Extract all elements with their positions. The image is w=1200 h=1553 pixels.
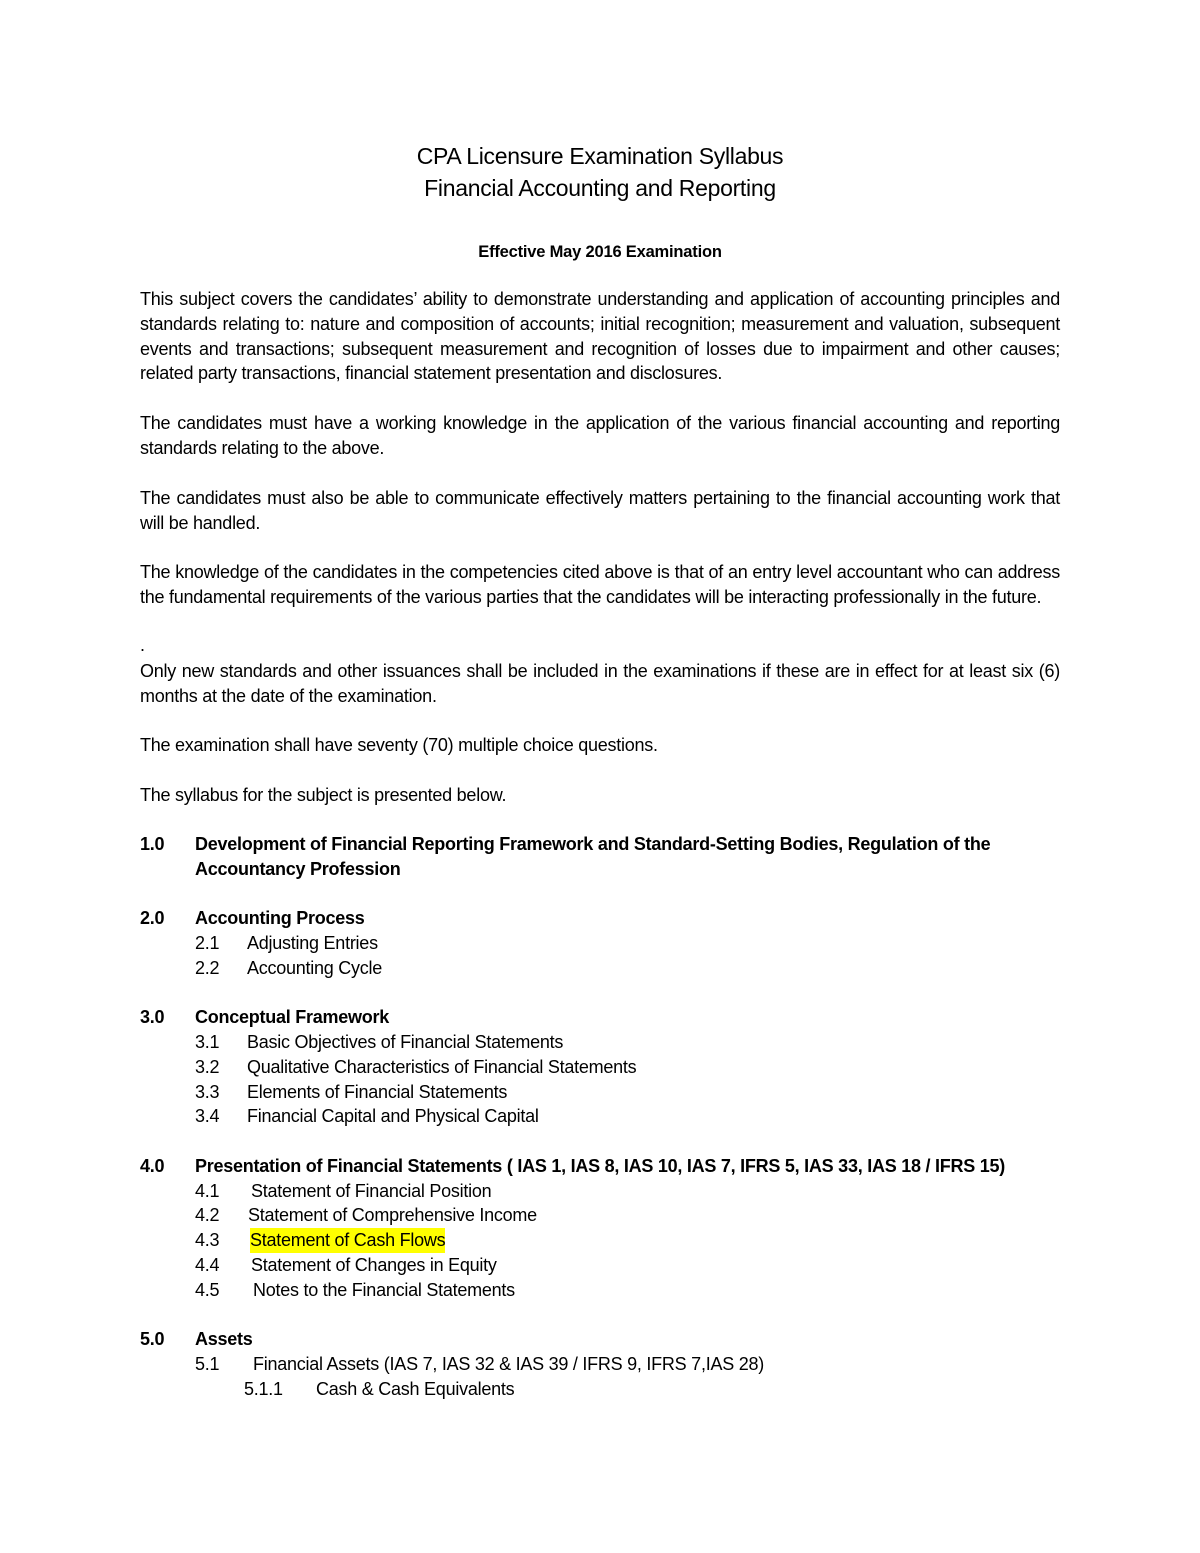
section-title: Development of Financial Reporting Framework and Standard-Setting Bodies, Regulation of the Accountancy Profession (195, 834, 991, 879)
effective-date: Effective May 2016 Examination (478, 243, 722, 261)
stray-period: . (140, 635, 146, 655)
section-title: Presentation of Financial Statements ( IAS 1, IAS 8, IAS 10, IAS 7, IFRS 5, IAS 33, IAS 18 / IFRS 15) (195, 1156, 1006, 1176)
paragraph-competency-level: The knowledge of the candidates in the competencies cited above is that of an entry level accountant who can address the fundamental requirements of the various parties that the candidates will be interacting professionally in the future. (140, 562, 1060, 607)
section-number: 3.0 (140, 1007, 165, 1027)
paragraph-question-count: The examination shall have seventy (70) multiple choice questions. (140, 735, 658, 755)
paragraph-working-knowledge: The candidates must have a working knowledge in the application of the various financial accounting and reporting standards relating to the above. (140, 413, 1060, 458)
section-number: 5.0 (140, 1329, 165, 1349)
section-number: 2.0 (140, 908, 165, 928)
paragraph-syllabus-intro: The syllabus for the subject is presented below. (140, 785, 507, 805)
paragraph-scope: This subject covers the candidates’ ability to demonstrate understanding and application of accounting principles and standards relating to: nature and composition of accounts; initial recognition; measurement and valuation, subsequent events and transactions; subsequent measurement and recognition of losses due to impairment and other causes; related party transactions, financial statement presentation and disclosures. (140, 289, 1060, 384)
section-title: Assets (195, 1329, 253, 1349)
document-subtitle: Financial Accounting and Reporting (424, 175, 776, 201)
section-number: 1.0 (140, 834, 165, 854)
section-number: 4.0 (140, 1156, 165, 1176)
section-title: Conceptual Framework (195, 1007, 390, 1027)
highlighted-text: Statement of Cash Flows (250, 1228, 445, 1253)
document-title: CPA Licensure Examination Syllabus (416, 143, 784, 169)
paragraph-communication: The candidates must also be able to communicate effectively matters pertaining to the financial accounting work that will be handled. (140, 488, 1060, 533)
paragraph-new-standards: Only new standards and other issuances shall be included in the examinations if these are in effect for at least six (6) months at the date of the examination. (140, 661, 1060, 706)
section-title: Accounting Process (195, 908, 365, 928)
